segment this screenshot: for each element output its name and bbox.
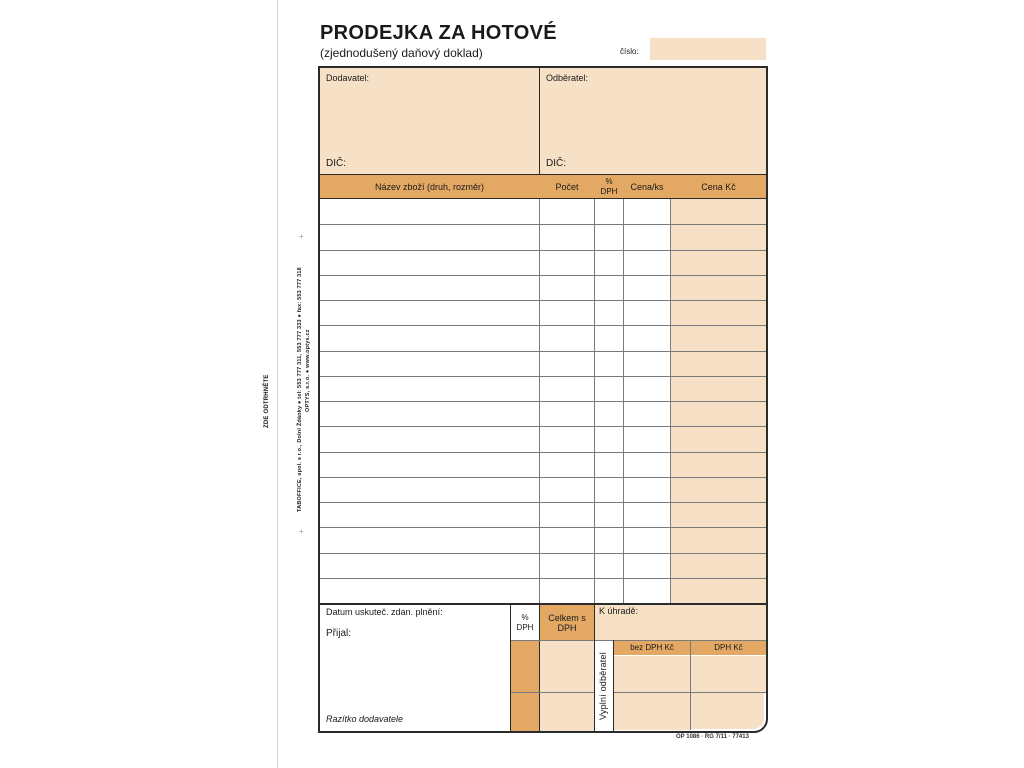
header-price: Cena Kč	[701, 181, 736, 192]
date-label: Datum uskuteč. zdan. plnění:	[326, 607, 443, 617]
table-row-line	[320, 224, 766, 225]
customer-label: Odběratel:	[546, 73, 589, 83]
bottom-vat-cell-2[interactable]	[511, 693, 539, 731]
supplier-customer-divider	[539, 68, 540, 174]
table-row-line	[320, 553, 766, 554]
items-table[interactable]	[320, 199, 766, 603]
customer-fills-label: Vyplní odběratel	[598, 652, 608, 720]
cut-here-text: ZDE ODTRHNĚTE	[264, 374, 270, 428]
table-row-line	[320, 477, 766, 478]
table-row-line	[320, 578, 766, 579]
without-vat-cell-1[interactable]	[614, 656, 690, 692]
tear-marks: + +	[299, 232, 304, 536]
table-row-line	[320, 351, 766, 352]
tear-line	[277, 0, 278, 768]
bottom-row-line-2	[614, 692, 766, 693]
bottom-col-line-5	[690, 641, 691, 730]
table-row-line	[320, 300, 766, 301]
total-vat-cell-2[interactable]	[540, 693, 594, 731]
table-row-line	[320, 325, 766, 326]
bottom-row-line	[511, 692, 594, 693]
customer-box[interactable]	[540, 68, 766, 174]
table-row-line	[320, 452, 766, 453]
table-row-line	[320, 401, 766, 402]
customer-dic-label: DIČ:	[546, 158, 566, 169]
supplier-dic-label: DIČ:	[326, 158, 346, 169]
table-row-line	[320, 275, 766, 276]
table-row-line	[320, 250, 766, 251]
bottom-vat-cell-1[interactable]	[511, 640, 539, 692]
stamp-label: Razítko dodavatele	[326, 714, 404, 724]
form-title: PRODEJKA ZA HOTOVÉ	[320, 22, 557, 44]
header-unit-price: Cena/ks	[630, 181, 664, 192]
total-vat-label: Celkem s DPH	[548, 612, 586, 633]
table-row-line	[320, 502, 766, 503]
vat-kc-cell-2[interactable]	[691, 693, 764, 729]
form-subtitle: (zjednodušený daňový doklad)	[320, 46, 483, 60]
supplier-box[interactable]	[320, 68, 539, 174]
header-count: Počet	[555, 181, 579, 192]
without-vat-label: bez DPH Kč	[630, 643, 674, 652]
vat-kc-label: DPH Kč	[714, 643, 743, 652]
footer-code: OP 1086 · RG 7/11 · 77413	[676, 734, 749, 740]
table-row-line	[320, 376, 766, 377]
without-vat-cell-2[interactable]	[614, 693, 690, 730]
number-label: číslo:	[620, 47, 639, 56]
header-name: Název zboží (druh, rozměr)	[374, 181, 485, 192]
number-field[interactable]	[650, 38, 766, 60]
bottom-vat-pct-label: % DPH	[516, 612, 534, 632]
received-label: Přijal:	[326, 628, 352, 639]
total-vat-cell-1[interactable]	[540, 640, 594, 692]
header-vat-pct: % DPH	[600, 176, 618, 196]
to-pay-label: K úhradě:	[599, 606, 639, 616]
signature-area[interactable]	[320, 640, 510, 710]
vat-kc-cell-1[interactable]	[691, 656, 766, 692]
table-row-line	[320, 426, 766, 427]
web-text: OPTYS, s.r.o. ● www.optys.cz	[305, 329, 311, 412]
table-row-line	[320, 527, 766, 528]
supplier-label: Dodavatel:	[326, 73, 370, 83]
publisher-text: TABOFFICE, spol. s r.o., Dolní Ždánky ● tel: 553 777 311, 553 777 333 ● fax: 553 777 318	[297, 267, 303, 512]
